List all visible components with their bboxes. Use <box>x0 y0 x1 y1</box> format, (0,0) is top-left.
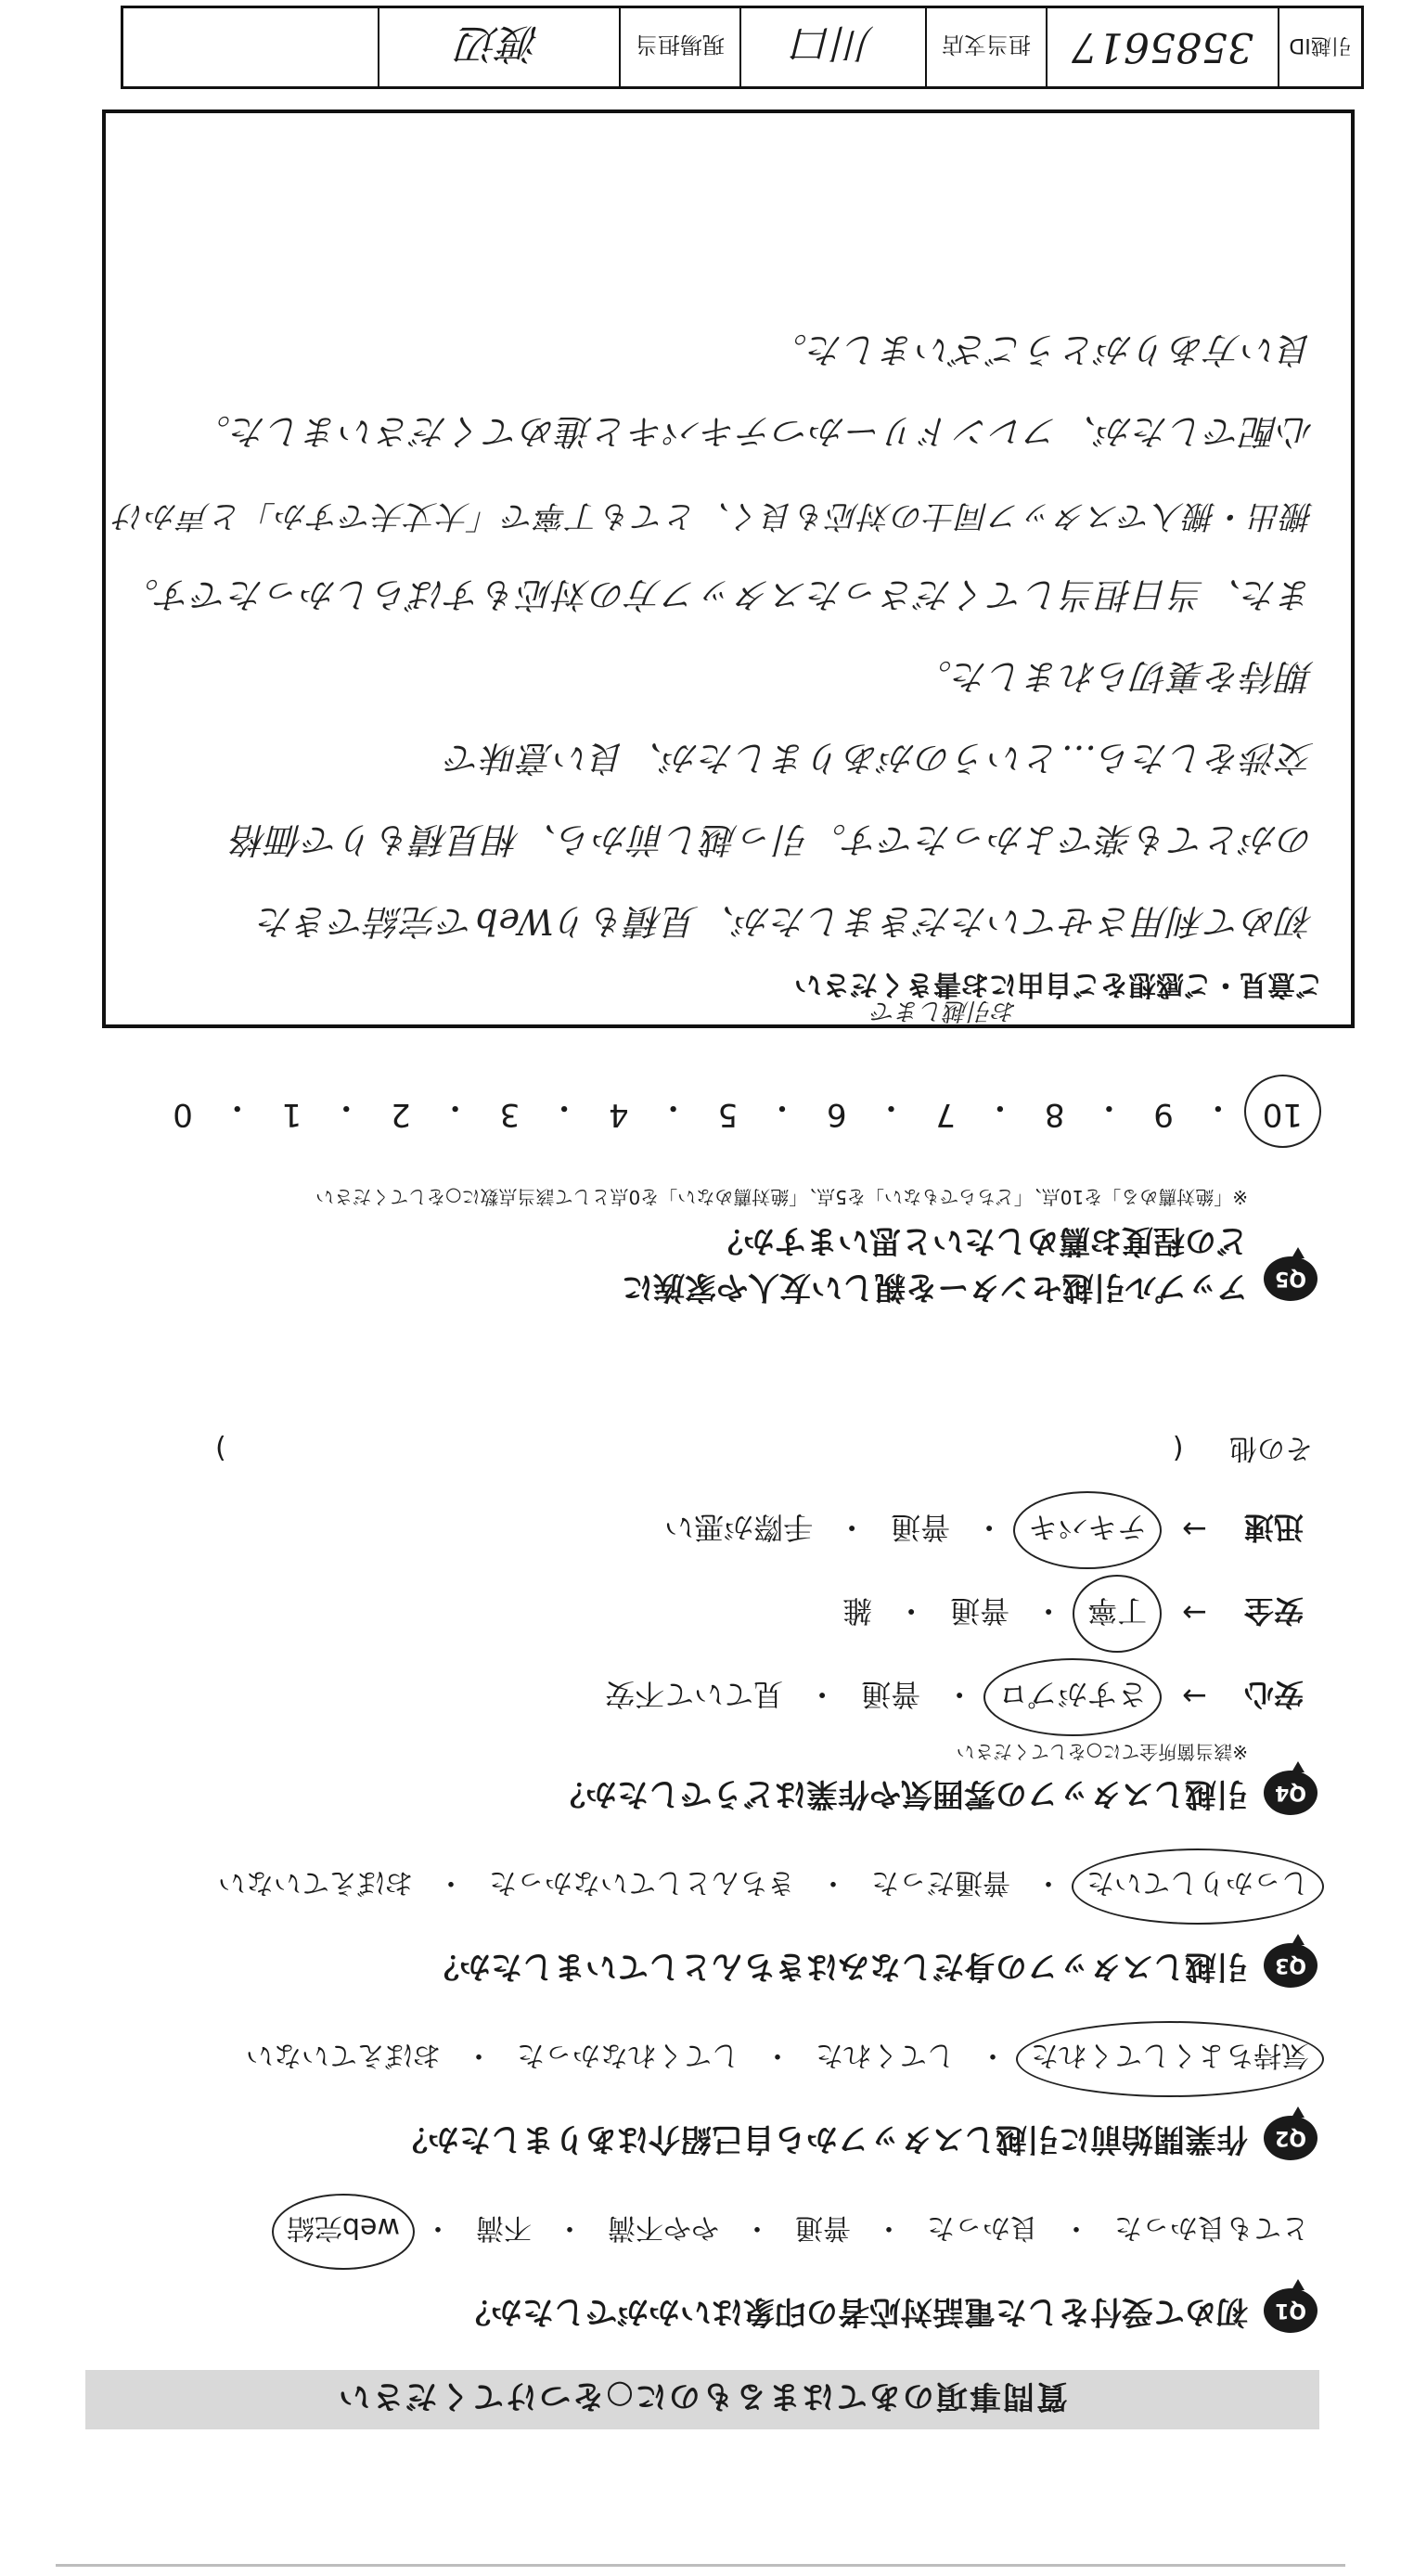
q4-option[interactable]: 普通 <box>861 1677 921 1712</box>
q2-options: 気持ちよくしてくれた ・ してくれた ・ してくれなかった ・ おぼえていない <box>242 2038 1313 2079</box>
branch-label: 担当支店 <box>925 8 1046 86</box>
staff-value: 渡辺 <box>378 8 619 86</box>
q5-note: ※「絶対薦める」を10点、「どちらでもない」を5点、「絶対薦めない」を0点として該当点数に○をしてください <box>315 1186 1248 1208</box>
q4-option[interactable]: 見ていて不安 <box>605 1677 784 1712</box>
q1-text: 初めて受付をした電話対応者の印象はいかがでしたか？ <box>459 2293 1248 2330</box>
q2-option[interactable]: してくれた <box>816 2039 955 2071</box>
q3-option[interactable]: きちんとしていなかった <box>489 1866 795 1899</box>
q4-option[interactable]: 手際が悪い <box>664 1510 814 1545</box>
q5-score[interactable]: 8 <box>1044 1096 1065 1133</box>
q4-text: 引越しスタッフの雰囲気や作業はどうでしたか？ <box>554 1775 1248 1812</box>
q5-text-line2: どの程度お薦めしたいと思いますか？ <box>712 1222 1248 1259</box>
comment-line: のがとても楽でよかったです。引っ越し前から、相見積もりで価格 <box>231 819 1314 860</box>
q2-text: 作業開始前に引越しスタッフから自己紹介はありましたか？ <box>396 2120 1248 2157</box>
q1-option[interactable]: やや不満 <box>608 2211 719 2244</box>
q2-option-selected[interactable]: 気持ちよくしてくれた <box>1027 2038 1313 2079</box>
branch-value: 川口 <box>739 8 925 86</box>
q5-badge: Q5 <box>1264 1256 1317 1301</box>
q4-option-selected[interactable]: さすがプロ <box>995 1675 1150 1718</box>
q4-option[interactable]: 普通 <box>950 1593 1010 1629</box>
arrow-right-icon: → <box>1182 1595 1207 1630</box>
q1-badge: Q1 <box>1264 2288 1317 2333</box>
staff-label: 現場担当 <box>619 8 739 86</box>
scan-edge <box>56 2564 1345 2567</box>
q4-option[interactable]: 雑 <box>842 1593 873 1629</box>
arrow-right-icon: → <box>1182 1679 1207 1714</box>
q5-score[interactable]: 6 <box>826 1096 847 1133</box>
q4-row-jinsoku: 迅速 → テキパキ ・ 普通 ・ 手際が悪い <box>661 1508 1304 1551</box>
comment-insert-note: お引越しまで <box>871 997 1017 1024</box>
comment-line: 初めて利用させていただきましたが、見積もりWebで完結できた <box>257 901 1314 942</box>
q1-option[interactable]: 不満 <box>476 2211 532 2244</box>
arrow-right-icon: → <box>1182 1512 1207 1547</box>
q4-badge: Q4 <box>1264 1771 1317 1815</box>
q5-score[interactable]: 4 <box>609 1096 629 1133</box>
q2-badge: Q2 <box>1264 2116 1317 2160</box>
q1-option[interactable]: 良かった <box>927 2211 1038 2244</box>
q4-option[interactable]: 普通 <box>891 1510 951 1545</box>
q1-option-selected[interactable]: web完結 <box>283 2210 404 2251</box>
q3-option-selected[interactable]: しっかりしていた <box>1083 1865 1313 1906</box>
q5-score[interactable]: 0 <box>173 1096 193 1133</box>
q5-score[interactable]: 1 <box>281 1096 302 1133</box>
comment-box[interactable] <box>102 109 1355 1028</box>
q4-note: ※該当箇所全てに○をしてください <box>956 1741 1248 1763</box>
q4-row-label: 迅速 <box>1243 1510 1304 1545</box>
q5-score[interactable]: 2 <box>391 1096 411 1133</box>
q3-badge: Q3 <box>1264 1943 1317 1988</box>
q1-option[interactable]: 普通 <box>795 2211 851 2244</box>
comment-line: 期待を裏切られました。 <box>915 656 1314 697</box>
q5-score-selected[interactable]: 10 <box>1257 1088 1308 1133</box>
comment-title: ご意見・ご感想をご自由にお書きください <box>794 968 1323 1000</box>
q4-row-label: 安心 <box>1243 1677 1304 1712</box>
q5-score[interactable]: 3 <box>499 1096 521 1133</box>
comment-line: 搬出・搬入でスタッフ同士の対応も良く、とても丁寧で「大丈夫ですか」と声かけ <box>112 497 1314 535</box>
q2-option[interactable]: してくれなかった <box>517 2039 739 2071</box>
q1-options: とても良かった ・ 良かった ・ 普通 ・ やや不満 ・ 不満 ・ web完結 <box>283 2210 1313 2251</box>
comment-line: また、当日担当してくださったスタッフ方の対応もすばらしかったです。 <box>122 574 1314 615</box>
q1-option[interactable]: とても良かった <box>1114 2211 1309 2244</box>
q5-score[interactable]: 5 <box>717 1096 739 1133</box>
q5-text-line1: アップル引越センターを親しい友人や家族に <box>622 1269 1248 1306</box>
q4-other-row: その他 () <box>215 1432 1313 1464</box>
q3-options: しっかりしていた ・ 普通だった ・ きちんとしていなかった ・ おぼえていない <box>214 1865 1313 1906</box>
q4-row-anzen: 安全 → 丁寧 ・ 普通 ・ 雑 <box>839 1591 1304 1634</box>
q4-option-selected[interactable]: テキパキ <box>1024 1508 1150 1551</box>
q2-option[interactable]: おぼえていない <box>246 2039 441 2071</box>
q5-score[interactable]: 9 <box>1153 1096 1174 1133</box>
comment-line: 良い方ありがとうございました。 <box>770 329 1314 370</box>
id-label: 引越ID <box>1278 8 1361 86</box>
staff-table <box>121 6 1364 89</box>
q5-scale: 10 ・ 9 ・ 8 ・ 7 ・ 6 ・ 5 ・ 4 ・ 3 ・ 2 ・ 1 ・ 0 <box>167 1088 1308 1133</box>
footer-blank <box>123 8 378 86</box>
q5-score[interactable]: 7 <box>935 1096 957 1133</box>
q3-option[interactable]: 普通だった <box>871 1866 1010 1899</box>
q4-other-label: その他 <box>1229 1432 1313 1464</box>
q4-row-anshin: 安心 → さすがプロ ・ 普通 ・ 見ていて不安 <box>601 1675 1304 1718</box>
instruction-banner: 質問事項のあてはまるものに○をつけてください <box>85 2370 1319 2429</box>
q4-option-selected[interactable]: 丁寧 <box>1084 1591 1150 1634</box>
q3-option[interactable]: おぼえていない <box>218 1866 413 1899</box>
id-value: 3585617 <box>1046 8 1278 86</box>
q4-row-label: 安全 <box>1243 1593 1304 1629</box>
q3-text: 引越しスタッフの身だしなみはきちんとしていましたか？ <box>428 1948 1248 1985</box>
comment-line: 交渉をしたら…というのがありましたが、良い意味で <box>444 738 1314 779</box>
comment-line: 心配でしたが、フレンドリーかつテキパキと進めてくださいました。 <box>194 411 1314 452</box>
